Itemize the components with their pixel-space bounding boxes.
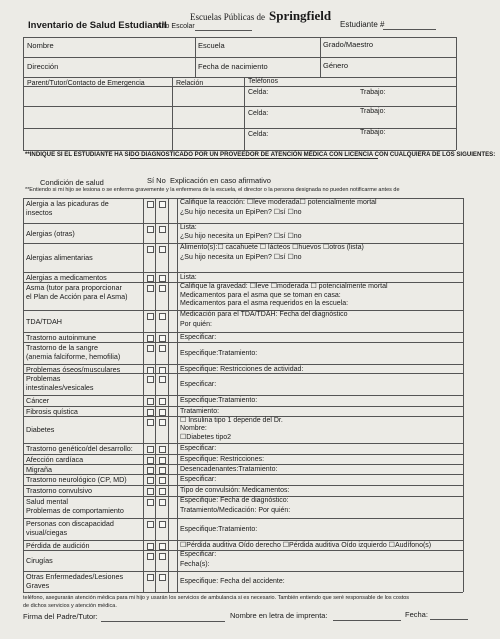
yes-checkbox[interactable] (147, 499, 154, 506)
condition-detail: Medicamentos para el asma que se toman en casa: (180, 291, 341, 299)
no-checkbox[interactable] (159, 367, 166, 374)
yes-checkbox[interactable] (147, 335, 154, 342)
dob-label: Fecha de nacimiento (198, 62, 268, 71)
signature-field[interactable] (101, 621, 225, 622)
yes-checkbox[interactable] (147, 543, 154, 550)
condition-name: Salud mental (26, 497, 68, 506)
condition-detail: Especifique: Restricciones: (180, 455, 265, 463)
condition-detail: Especificar: (180, 476, 217, 483)
condition-detail: Lista: (180, 224, 197, 231)
condition-name: Cirugías (26, 556, 53, 565)
condition-name: Alergias alimentarias (26, 253, 93, 262)
condition-detail: Califique la reacción: ☐leve moderada☐ potencialmente mortal (180, 199, 377, 206)
no-checkbox[interactable] (159, 457, 166, 464)
phones-label: Teléfonos (248, 78, 278, 85)
yes-checkbox[interactable] (147, 367, 154, 374)
condition-name: Trastorno de la sangre (26, 343, 99, 352)
condition-detail: Medicación para el TDA/TDAH: Fecha del diagnóstico (180, 311, 348, 318)
condition-detail: Tratamiento: (180, 407, 220, 415)
condition-detail: ☐Diabetes tipo2 (180, 433, 232, 441)
parent-contact-label: Parent/Tutor/Contacto de Emergencia (27, 80, 145, 87)
condition-detail: Especificar: (180, 333, 217, 341)
condition-detail: Especificar: (180, 445, 217, 452)
condition-name: Afección cardíaca (26, 455, 84, 464)
no-checkbox[interactable] (159, 313, 166, 320)
cell-label-3: Celda: (248, 131, 269, 138)
no-checkbox[interactable] (159, 376, 166, 383)
student-number-field[interactable] (383, 29, 436, 30)
consent-line-1: teléfono, asegurarán atención médica para mi hijo y usarán los servicios de ambulancia si es necesario. También entiendo que seré responsable de los costos (23, 595, 410, 601)
yes-checkbox[interactable] (147, 226, 154, 233)
condition-name: insectos (26, 208, 53, 217)
no-checkbox[interactable] (159, 574, 166, 581)
grade-teacher-label: Grado/Maestro (323, 40, 374, 49)
gender-label: Género (323, 61, 349, 70)
date-field[interactable] (430, 619, 468, 620)
school-year-label: Año Escolar (157, 23, 195, 30)
condition-name: Alergias (otras) (26, 228, 75, 238)
yes-no-column-header: Sí No (147, 176, 166, 185)
yes-checkbox[interactable] (147, 574, 154, 581)
condition-name: intestinales/vesicales (26, 383, 94, 392)
condition-name: visual/ciegas (26, 528, 68, 537)
table-row-line (23, 550, 463, 551)
district-prefix: Escuelas Públicas de (190, 12, 265, 22)
no-checkbox[interactable] (159, 409, 166, 416)
yes-checkbox[interactable] (147, 553, 154, 560)
address-label: Dirección (27, 62, 59, 71)
condition-detail: Especifique:Tratamiento: (180, 397, 258, 404)
condition-name: el Plan de Acción para el Asma) (26, 292, 128, 301)
explanation-column-header: Explicación en caso afirmativo (170, 176, 271, 185)
condition-name: Personas con discapacidad (26, 519, 114, 528)
condition-name: Alergia a las picaduras de (26, 199, 109, 208)
condition-detail: Especifique:Tratamiento: (180, 525, 258, 533)
no-checkbox[interactable] (159, 488, 166, 495)
condition-name: Problemas óseos/musculares (26, 365, 121, 374)
condition-detail: ☐ Insulina tipo 1 depende del Dr. (180, 417, 283, 424)
no-checkbox[interactable] (159, 553, 166, 560)
condition-detail: Califique la gravedad: ☐leve ☐moderada ☐ potencialmente mortal (180, 283, 388, 290)
student-number-label: Estudiante # (340, 20, 385, 29)
yes-checkbox[interactable] (147, 376, 154, 383)
condition-name: Fibrosis quística (26, 407, 78, 416)
notice-underline (130, 158, 378, 159)
no-checkbox[interactable] (159, 335, 166, 342)
condition-detail: Especificar: (180, 380, 217, 388)
yes-checkbox[interactable] (147, 398, 154, 405)
condition-detail: Lista: (180, 273, 197, 281)
table-row-line (23, 406, 463, 407)
condition-detail: Especifique:Tratamiento: (180, 349, 258, 357)
condition-name: Problemas (26, 374, 61, 383)
condition-name: (anemia falciforme, hemofilia) (26, 352, 121, 361)
condition-detail: Especificar: (180, 551, 217, 558)
no-checkbox[interactable] (159, 398, 166, 405)
print-name-field[interactable] (333, 620, 401, 621)
yes-checkbox[interactable] (147, 285, 154, 292)
condition-name: Trastorno convulsivo (26, 486, 93, 495)
work-label-2: Trabajo: (360, 108, 386, 115)
condition-detail: Medicamentos para el asma requeridos en la escuela: (180, 300, 349, 308)
yes-checkbox[interactable] (147, 409, 154, 416)
yes-checkbox[interactable] (147, 201, 154, 208)
condition-name: Pérdida de audición (26, 541, 90, 550)
condition-name: Trastorno neurológico (CP, MD) (26, 475, 127, 484)
yes-checkbox[interactable] (147, 446, 154, 453)
condition-detail: ¿Su hijo necesita un EpiPen? ☐sí ☐no (180, 254, 302, 261)
yes-checkbox[interactable] (147, 521, 154, 528)
consent-line-2: de dichos servicios y atención médica. (23, 603, 117, 609)
form-title: Inventario de Salud Estudiantil (28, 20, 167, 31)
yes-checkbox[interactable] (147, 467, 154, 474)
date-label: Fecha: (405, 610, 428, 619)
yes-checkbox[interactable] (147, 275, 154, 282)
no-checkbox[interactable] (159, 521, 166, 528)
condition-detail: Especifique: Fecha de diagnóstico: (180, 497, 289, 504)
table-row-line (23, 223, 463, 224)
name-label: Nombre (27, 41, 54, 50)
consent-notice-start: **Entiendo si mi hijo se lesiona o se enferma gravemente y la enfermera de la escuela, el director o la persona designada no pueden notificarme antes de (25, 187, 400, 193)
table-row-line (23, 592, 463, 593)
no-checkbox[interactable] (159, 477, 166, 484)
yes-checkbox[interactable] (147, 246, 154, 253)
table-column-line (463, 198, 464, 592)
condition-name: Migraña (26, 465, 52, 474)
condition-detail: Alimento(s):☐ cacahuete ☐ lácteos ☐huevos ☐otros (lista) (180, 244, 364, 251)
condition-name: Cáncer (26, 396, 50, 405)
condition-name: Diabetes (26, 425, 55, 434)
no-checkbox[interactable] (159, 419, 166, 426)
print-name-label: Nombre en letra de imprenta: (230, 611, 328, 620)
condition-name: Problemas de comportamiento (26, 506, 124, 515)
diagnosis-notice: **INDIQUE SI EL ESTUDIANTE HA SIDO DIAGNOSTICADO POR UN PROVEEDOR DE ATENCIÓN MÉDICA CON LICENCIA CON CUALQUIERA DE LOS SIGUIENTES: (25, 151, 496, 158)
no-checkbox[interactable] (159, 275, 166, 282)
yes-checkbox[interactable] (147, 477, 154, 484)
condition-detail: Fecha(s): (180, 560, 210, 568)
no-checkbox[interactable] (159, 226, 166, 233)
condition-detail: Desencadenantes:Tratamiento: (180, 465, 278, 473)
work-label-1: Trabajo: (360, 89, 386, 96)
condition-detail: Nombre: (180, 425, 207, 433)
yes-checkbox[interactable] (147, 457, 154, 464)
signature-label: Firma del Padre/Tutor: (23, 612, 98, 621)
condition-detail: ☐Pérdida auditiva Oído derecho ☐Pérdida auditiva Oído izquierdo ☐Audífono(s) (180, 541, 432, 549)
school-year-field[interactable] (195, 30, 252, 31)
condition-detail: ¿Su hijo necesita un EpiPen? ☐sí ☐no (180, 209, 302, 216)
no-checkbox[interactable] (159, 446, 166, 453)
district-title (190, 8, 331, 24)
condition-column-header: Condición de salud (40, 178, 104, 187)
condition-detail: Especifique: Restricciones de actividad: (180, 365, 304, 373)
yes-checkbox[interactable] (147, 419, 154, 426)
no-checkbox[interactable] (159, 499, 166, 506)
condition-detail: Especifique: Fecha del accidente: (180, 578, 285, 585)
school-label: Escuela (198, 41, 225, 50)
yes-checkbox[interactable] (147, 345, 154, 352)
no-checkbox[interactable] (159, 246, 166, 253)
condition-detail: Tratamiento/Medicación: Por quién: (180, 507, 291, 514)
condition-detail: Por quién: (180, 321, 212, 328)
cell-label-1: Celda: (248, 89, 269, 96)
no-checkbox[interactable] (159, 467, 166, 474)
condition-detail: Tipo de convulsión: Medicamentos: (180, 487, 290, 494)
district-name: Springfield (268, 8, 332, 23)
condition-name: Trastorno autoinmune (26, 333, 97, 342)
no-checkbox[interactable] (159, 201, 166, 208)
no-checkbox[interactable] (159, 285, 166, 292)
condition-name: Asma (tutor para proporcionar (26, 283, 122, 292)
condition-name: Graves (26, 581, 50, 590)
table-row-line (23, 395, 463, 396)
work-label-3: Trabajo: (360, 129, 386, 136)
no-checkbox[interactable] (159, 543, 166, 550)
condition-detail: ¿Su hijo necesita un EpiPen? ☐sí ☐no (180, 233, 302, 240)
yes-checkbox[interactable] (147, 488, 154, 495)
condition-name: TDA/TDAH (26, 316, 62, 326)
condition-name: Alergias a medicamentos (26, 273, 107, 282)
condition-name: Otras Enfermedades/Lesiones (26, 572, 124, 581)
yes-checkbox[interactable] (147, 313, 154, 320)
cell-label-2: Celda: (248, 110, 269, 117)
condition-name: Trastorno genético/del desarrollo: (26, 444, 133, 453)
relation-label: Relación (176, 80, 204, 87)
no-checkbox[interactable] (159, 345, 166, 352)
